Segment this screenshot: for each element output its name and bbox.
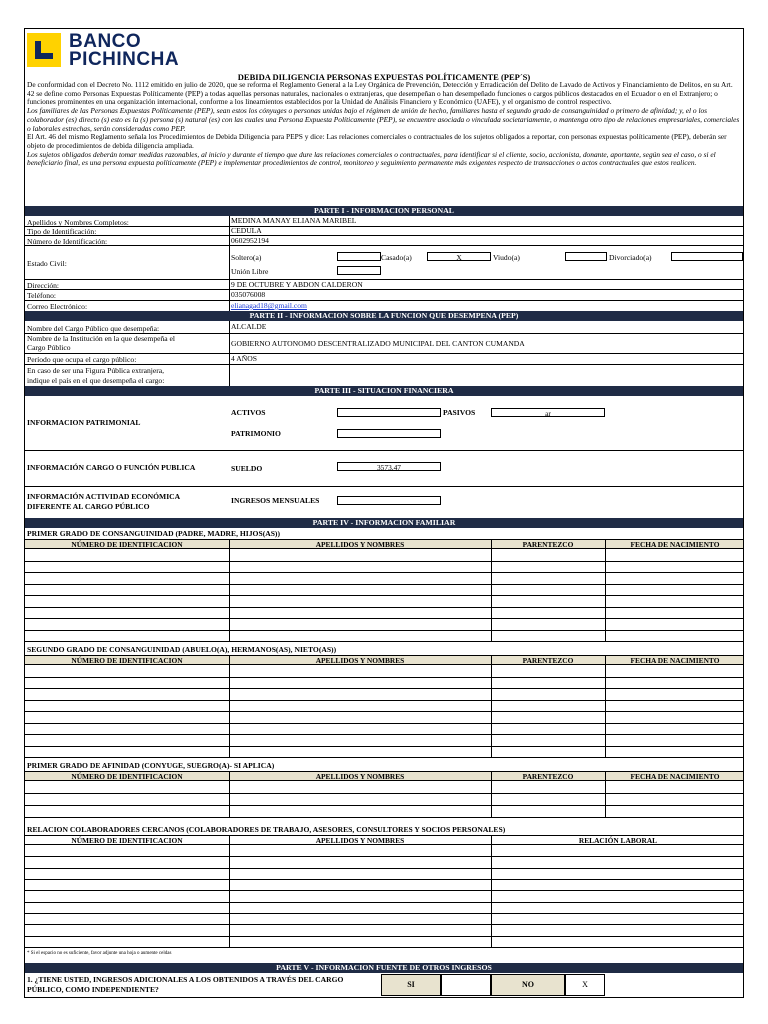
cargo-value[interactable]: ALCALDE <box>231 322 267 331</box>
form-page <box>24 28 744 998</box>
intro-text <box>27 81 741 168</box>
union-label: Unión Libre <box>231 267 269 276</box>
intro-paragraph: Los familiares de las Personas Expuestas Políticamente (PEP), sean estos los cónyuges o personas unidas bajo el régimen de unión de hecho, familiares hasta el segundo grado de consanguinidad o primero de afinidad; y, el o los colaborador (es) directo (s) esto es la (s) persona (s) natural (es) con las cuales una Persona Expuesta Políticamente (PEP), se encuentre asociada o vinculada societariamente, o mantenga otro tipo de relaciones empresariales, comerciales o laborales estrechas, serán consideradas como PEP. <box>27 106 740 133</box>
mail-label: Correo Electrónico: <box>27 302 88 311</box>
idtype-label: Tipo de Identificación: <box>27 227 97 236</box>
part1-header: PARTE I - INFORMACION PERSONAL <box>25 206 743 216</box>
column-divider <box>605 655 606 757</box>
table-row[interactable] <box>25 947 743 948</box>
pasivos-field[interactable]: ar <box>491 408 605 417</box>
no-label: NO <box>491 974 565 996</box>
column-divider <box>229 321 230 386</box>
table-row[interactable] <box>25 734 743 735</box>
divider <box>25 300 743 301</box>
divider <box>25 486 743 487</box>
col-relacion: RELACIÓN LABORAL <box>578 836 658 845</box>
group4-table <box>25 835 743 947</box>
part5-header: PARTE V - INFORMACION FUENTE DE OTROS INGRESOS <box>25 963 743 973</box>
table-row[interactable] <box>25 572 743 573</box>
logo-mark-icon <box>27 33 61 67</box>
intro-paragraph: Los sujetos obligados deberán tomar medidas razonables, al inicio y durante el tiempo que dure las relaciones comerciales o contractuales, para identificar si el cliente, socio, accionista, donante, aportante, según sea el caso, o si el beneficiario final, es una persona expuesta políticamente (PEP) e implementar procedimientos de control, monitoreo y seguimiento permanente más exigentes respecto de transacciones o actos contractuales que estos realicen. <box>27 149 716 168</box>
union-checkbox[interactable] <box>337 266 381 275</box>
document-title: DEBIDA DILIGENCIA PERSONAS EXPUESTAS POLÍTICAMENTE (PEP´S) <box>237 72 531 82</box>
group4-title: RELACION COLABORADORES CERCANOS (COLABORADORES DE TRABAJO, ASESORES, CONSULTORES Y SOCIOS PERSONALES) <box>27 825 506 834</box>
divorciado-label: Divorciado(a) <box>609 253 652 262</box>
table-row[interactable] <box>25 868 743 869</box>
table-row[interactable] <box>25 641 743 642</box>
idnum-value[interactable]: 0602952194 <box>231 236 269 245</box>
soltero-checkbox[interactable] <box>337 252 381 261</box>
table-row[interactable] <box>25 805 743 806</box>
column-divider <box>229 771 230 817</box>
part2-header: PARTE II - INFORMACION SOBRE LA FUNCION QUE DESEMPENA (PEP) <box>25 311 743 321</box>
inst-label: Nombre de la Institución en la que desempeña el <box>27 334 176 343</box>
table-row[interactable] <box>25 688 743 689</box>
activos-field[interactable] <box>337 408 441 417</box>
name-label: Apellidos y Nombres Completos: <box>27 218 129 227</box>
table-row[interactable] <box>25 700 743 701</box>
divider <box>25 235 743 236</box>
patrimonio-field[interactable] <box>337 429 441 438</box>
column-divider <box>491 835 492 947</box>
pasivos-label: PASIVOS <box>443 408 476 417</box>
column-divider <box>491 655 492 757</box>
col-id: NÚMERO DE IDENTIFICACION <box>71 836 183 845</box>
column-divider <box>229 655 230 757</box>
table-row[interactable] <box>25 561 743 562</box>
cargo-info-label: INFORMACIÓN CARGO O FUNCIÓN PUBLICA <box>27 463 196 472</box>
patrimonial-label: INFORMACION PATRIMONIAL <box>27 418 141 427</box>
table-header <box>25 539 743 549</box>
tel-value[interactable]: 035076008 <box>231 290 266 299</box>
si-checkbox[interactable] <box>441 974 491 996</box>
column-divider <box>229 216 230 311</box>
divider <box>25 353 743 354</box>
sueldo-field[interactable]: 3573.47 <box>337 462 441 471</box>
casado-checkbox[interactable]: X <box>427 252 491 261</box>
divider <box>25 450 743 451</box>
table-row[interactable] <box>25 595 743 596</box>
divorciado-checkbox[interactable] <box>671 252 743 261</box>
col-date: FECHA DE NACIMIENTO <box>630 656 720 665</box>
group1-table <box>25 539 743 641</box>
inst-label-2: Cargo Público <box>27 343 71 352</box>
ext-label-2: indique el país en el que desempeña el cargo: <box>27 376 165 385</box>
ingresos-label: INGRESOS MENSUALES <box>231 496 320 505</box>
dir-label: Dirección: <box>27 281 60 290</box>
table-row[interactable] <box>25 890 743 891</box>
col-name: APELLIDOS Y NOMBRES <box>315 772 405 781</box>
col-parentezco: PARENTEZCO <box>522 772 574 781</box>
divider <box>25 364 743 365</box>
table-row[interactable] <box>25 618 743 619</box>
part4-header: PARTE IV - INFORMACION FAMILIAR <box>25 518 743 528</box>
mail-link[interactable]: elianagad18@gmail.com <box>231 301 307 310</box>
actividad-label-2: DIFERENTE AL CARGO PÚBLICO <box>27 502 150 511</box>
table-row[interactable] <box>25 856 743 857</box>
table-row[interactable] <box>25 607 743 608</box>
bank-logo <box>25 31 225 71</box>
inst-value[interactable]: GOBIERNO AUTONOMO DESCENTRALIZADO MUNICIPAL DEL CANTON CUMANDA <box>231 339 525 348</box>
viudo-checkbox[interactable] <box>565 252 607 261</box>
activos-label: ACTIVOS <box>231 408 266 417</box>
ingresos-field[interactable] <box>337 496 441 505</box>
column-divider <box>491 771 492 817</box>
col-parentezco: PARENTEZCO <box>522 540 574 549</box>
table-row[interactable] <box>25 677 743 678</box>
col-id: NÚMERO DE IDENTIFICACION <box>71 656 183 665</box>
name-value[interactable]: MEDINA MANAY ELIANA MARIBEL <box>231 216 357 225</box>
part3-header: PARTE III - SITUACION FINANCIERA <box>25 386 743 396</box>
table-header <box>25 835 743 845</box>
q1-line1: 1. ¿TIENE USTED, INGRESOS ADICIONALES A LOS OBTENIDOS A TRAVÉS DEL CARGO <box>27 975 344 984</box>
column-divider <box>605 539 606 641</box>
table-note: * Si el espacio no es suficiente, favor adjunte una hoja o aumente celdas <box>27 951 172 956</box>
table-row[interactable] <box>25 757 743 758</box>
table-row[interactable] <box>25 584 743 585</box>
dir-value[interactable]: 9 DE OCTUBRE Y ABDON CALDERON <box>231 280 363 289</box>
civil-label: Estado Civil: <box>27 259 67 268</box>
column-divider <box>229 835 230 947</box>
table-row[interactable] <box>25 711 743 712</box>
casado-label: Casado(a) <box>381 253 412 262</box>
col-date: FECHA DE NACIMIENTO <box>630 540 720 549</box>
group3-table <box>25 771 743 817</box>
idnum-label: Número de Identificación: <box>27 237 108 246</box>
table-row[interactable] <box>25 746 743 747</box>
periodo-label: Período que ocupa el cargo público: <box>27 355 137 364</box>
table-row[interactable] <box>25 936 743 937</box>
divider <box>25 279 743 280</box>
table-row[interactable] <box>25 924 743 925</box>
tel-label: Teléfono: <box>27 291 56 300</box>
q1-line2: PÚBLICO, COMO INDEPENDIENTE? <box>27 985 159 994</box>
table-row[interactable] <box>25 630 743 631</box>
logo-text-line2: PICHINCHA <box>69 49 180 70</box>
no-checkbox[interactable]: X <box>565 974 605 996</box>
col-name: APELLIDOS Y NOMBRES <box>315 540 405 549</box>
divider <box>25 245 743 246</box>
si-label: SI <box>381 974 441 996</box>
table-row[interactable] <box>25 913 743 914</box>
column-divider <box>491 539 492 641</box>
actividad-label: INFORMACIÓN ACTIVIDAD ECONÓMICA <box>27 492 181 501</box>
table-header <box>25 655 743 665</box>
table-row[interactable] <box>25 817 743 818</box>
table-row[interactable] <box>25 793 743 794</box>
group2-table <box>25 655 743 757</box>
col-name: APELLIDOS Y NOMBRES <box>315 656 405 665</box>
table-row[interactable] <box>25 723 743 724</box>
soltero-label: Soltero(a) <box>231 253 262 262</box>
table-row[interactable] <box>25 902 743 903</box>
col-parentezco: PARENTEZCO <box>522 656 574 665</box>
column-divider <box>605 771 606 817</box>
col-date: FECHA DE NACIMIENTO <box>630 772 720 781</box>
intro-paragraph: De conformidad con el Decreto No. 1112 emitido en julio de 2020, que se reforma el Reglamento General a la Ley Orgánica de Prevención, Detección y Erradicación del Delito de Lavado de Activos y Financiamiento de Delitos, en su Art. 42 se define como Personas Expuestas Políticamente (PEP) a todas aquellas personas naturales, nacionales o extranjeras, que desempeñan o han desempeñado funciones o cargos públicos destacados en el Ecuador o en el Extranjero; o funciones prominentes en una organización internacional, conforme a los lineamientos establecidos por la Unidad de Análisis Financiero y Económico (UAFE), y el organismo de control respectivo. <box>27 80 733 107</box>
viudo-label: Viudo(a) <box>493 253 520 262</box>
group3-title: PRIMER GRADO DE AFINIDAD (CONYUGE, SUEGRO(A)- SI APLICA) <box>27 761 275 770</box>
patrimonio-label: PATRIMONIO <box>231 429 281 438</box>
group2-title: SEGUNDO GRADO DE CONSANGUINIDAD (ABUELO(A), HERMANOS(AS), NIETO(AS)) <box>27 645 337 654</box>
ext-label: En caso de ser una Figura Pública extranjera, <box>27 366 165 375</box>
idtype-value[interactable]: CEDULA <box>231 226 262 235</box>
cargo-label: Nombre del Cargo Público que desempeña: <box>27 324 160 333</box>
intro-paragraph: El Art. 46 del mismo Reglamento señala los Procedimientos de Debida Diligencia para PEPS y dice: Las relaciones comerciales o contractuales de los sujetos obligados a reportar, con personas expuestas políticamente (PEP), deberán ser objeto de procedimientos de debida diligencia ampliada. <box>27 132 727 150</box>
col-id: NÚMERO DE IDENTIFICACION <box>71 772 183 781</box>
col-id: NÚMERO DE IDENTIFICACION <box>71 540 183 549</box>
sueldo-label: SUELDO <box>231 464 263 473</box>
group1-title: PRIMER GRADO DE CONSANGUINIDAD (PADRE, MADRE, HIJOS(AS)) <box>27 529 280 538</box>
divider <box>25 289 743 290</box>
periodo-value[interactable]: 4 AÑOS <box>231 354 257 363</box>
logo-text-line1: BANCO <box>69 31 142 52</box>
table-header <box>25 771 743 781</box>
table-row[interactable] <box>25 879 743 880</box>
col-name: APELLIDOS Y NOMBRES <box>315 836 405 845</box>
divider <box>25 226 743 227</box>
column-divider <box>229 539 230 641</box>
